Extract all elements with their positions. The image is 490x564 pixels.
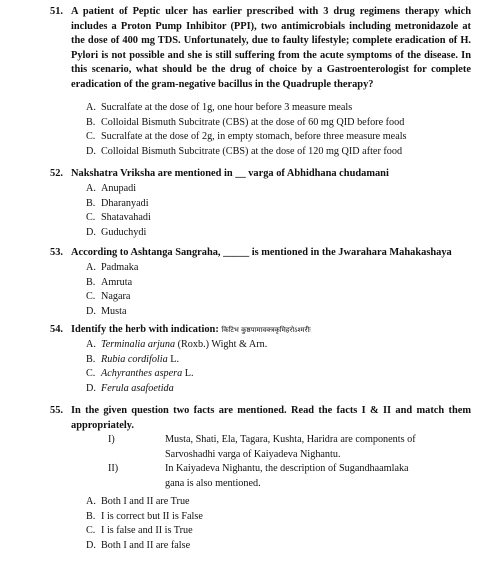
option-c: C. Sucralfate at the dose of 2g, in empty stomach, before three measure meals xyxy=(86,131,407,143)
facts-list xyxy=(108,433,427,491)
question-number: 51. xyxy=(50,6,63,17)
option-b: B. Dharanyadi xyxy=(86,197,149,209)
question-text: Nakshatra Vriksha are mentioned in __ varga of Abhidhana chudamani xyxy=(71,168,389,179)
option-c: C. Shatavahadi xyxy=(86,212,151,224)
option-c: C. Nagara xyxy=(86,291,131,303)
question-number: 52. xyxy=(50,168,63,179)
option-a: A. Anupadi xyxy=(86,183,137,194)
option-d: D. Colloidal Bismuth Subcitrate (CBS) at the dose of 120 mg QID after food xyxy=(86,145,403,157)
option-d: D. Ferula asafoetida xyxy=(86,382,174,394)
question-number: 53. xyxy=(50,247,63,258)
option-a: A. Sucralfate at the dose of 1g, one hour before 3 measure meals xyxy=(86,102,353,113)
fact-i: I) Musta, Shati, Ela, Tagara, Kushta, Haridra are components of Sarvoshadhi varga of Kaiyadeva Nighantu. xyxy=(108,434,416,460)
option-a: A. Padmaka xyxy=(86,262,139,273)
option-c: C. I is false and II is True xyxy=(86,525,193,537)
option-d: D. Both I and II are false xyxy=(86,539,191,551)
options-list xyxy=(86,101,407,159)
question-text: Identify the herb with indication: किटिभ कुष्ठपामावक्त्रकृमिहरोऽश्मरीः xyxy=(71,324,311,335)
question-text: According to Ashtanga Sangraha, _____ is mentioned in the Jwarahara Mahakashaya xyxy=(71,247,452,258)
option-d: D. Musta xyxy=(86,305,127,317)
fact-ii: II) In Kaiyadeva Nighantu, the description of Sugandhaamlaka gana is also mentioned. xyxy=(108,463,409,489)
options-list xyxy=(86,495,203,553)
question-text: A patient of Peptic ulcer has earlier prescribed with 3 drug regimens therapy which includes a Proton Pump Inhibitor (PPI), two antimicrobials including metronidazole at the dose of 400 mg TDS. Unfortunately, due to faulty lifestyle; complete eradication of H. Pylori is not possible and she is still suffering from the acute symptoms of the disease. In this scenario, what should be the drug of choice by a Gastroenterologist for complete eradication of the gram-negative bacillus in the Quadruple therapy? xyxy=(71,6,471,90)
options-list xyxy=(86,261,138,319)
question-number: 55. xyxy=(50,405,63,416)
options-list xyxy=(86,182,151,240)
option-a: A. Both I and II are True xyxy=(86,496,190,507)
option-c: C. Achyranthes aspera L. xyxy=(86,368,194,380)
question-number: 54. xyxy=(50,324,63,335)
option-d: D. Guduchydi xyxy=(86,226,147,238)
question-text: In the given question two facts are mentioned. Read the facts I & II and match them appropriately. xyxy=(71,405,471,431)
option-b: B. I is correct but II is False xyxy=(86,510,203,522)
option-b: B. Rubia cordifolia L. xyxy=(86,353,180,365)
option-b: B. Amruta xyxy=(86,276,133,288)
options-list xyxy=(86,338,267,396)
option-a: A. Terminalia arjuna (Roxb.) Wight & Arn. xyxy=(86,339,268,350)
sanskrit-verse: किटिभ कुष्ठपामावक्त्रकृमिहरोऽश्मरीः xyxy=(221,326,311,334)
option-b: B. Colloidal Bismuth Subcitrate (CBS) at the dose of 60 mg QID before food xyxy=(86,116,405,128)
